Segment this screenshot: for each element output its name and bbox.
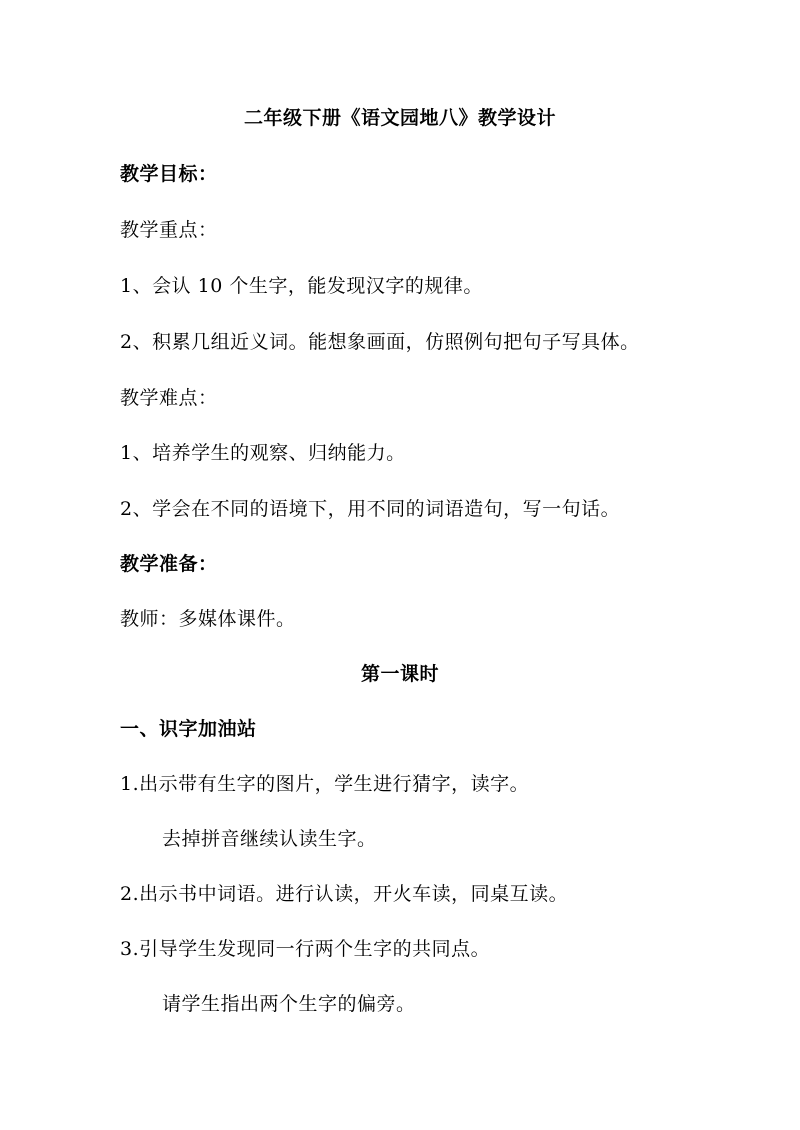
- key-point-item: 1、会认 10 个生字，能发现汉字的规律。: [120, 275, 483, 297]
- step-item: 2.出示书中词语。进行认读，开火车读，同桌互读。: [120, 883, 569, 905]
- difficulty-item: 2、学会在不同的语境下，用不同的词语造句，写一句话。: [120, 498, 621, 520]
- difficulty-item: 1、培养学生的观察、归纳能力。: [120, 442, 406, 464]
- section-heading: 一、识字加油站: [120, 718, 257, 740]
- preparation-heading: 教学准备：: [120, 553, 218, 575]
- objectives-heading: 教学目标：: [120, 163, 218, 185]
- key-point-item: 2、积累几组近义词。能想象画面，仿照例句把句子写具体。: [120, 331, 640, 353]
- document-title: 二年级下册《语文园地八》教学设计: [243, 107, 556, 129]
- key-points-heading: 教学重点：: [120, 219, 218, 241]
- preparation-text: 教师：多媒体课件。: [120, 608, 296, 630]
- step-item: 3.引导学生发现同一行两个生字的共同点。: [120, 938, 491, 960]
- step-item: 1.出示带有生字的图片，学生进行猜字，读字。: [120, 773, 530, 795]
- lesson-heading: 第一课时: [360, 663, 439, 685]
- step-subitem: 去掉拼音继续认读生字。: [162, 828, 377, 850]
- difficulties-heading: 教学难点：: [120, 387, 218, 409]
- step-subitem: 请学生指出两个生字的偏旁。: [162, 993, 416, 1015]
